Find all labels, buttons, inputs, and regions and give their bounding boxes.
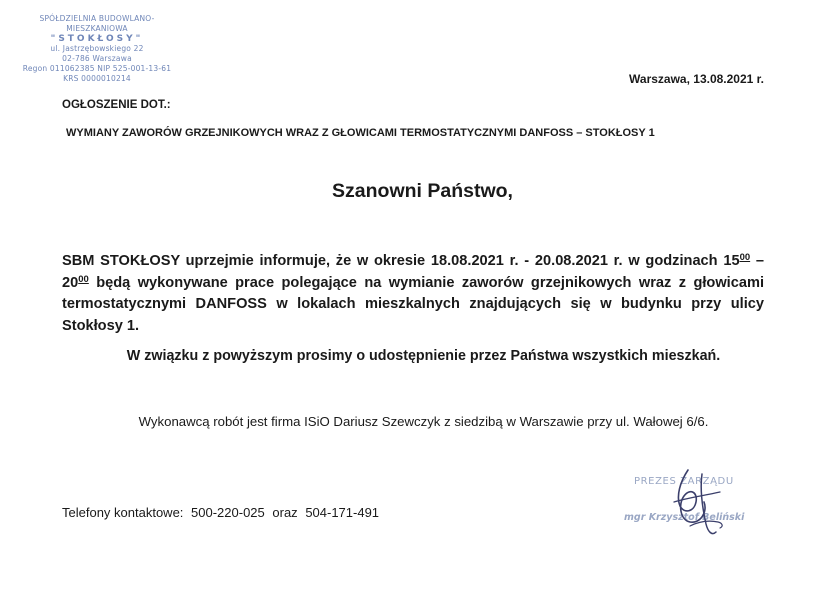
document-date: Warszawa, 13.08.2021 r. xyxy=(629,72,764,86)
start-time-minutes: 00 xyxy=(739,252,751,263)
end-time-minutes: 00 xyxy=(78,273,89,285)
stamp-line-cooperative: SPÓŁDZIELNIA BUDOWLANO-MIESZKANIOWA xyxy=(39,14,155,33)
stamp-line-regon-nip: Regon 011062385 NIP 525-001-13-61 xyxy=(22,64,172,73)
handwritten-signature xyxy=(650,462,740,542)
cooperative-stamp xyxy=(12,14,182,84)
announcement-text-part2: będą wykonywane prace polegające na wymianie zaworów grzejnikowych wraz z głowicami termostatycznymi DANFOSS w lokalach mieszkalnych znajdujących się w budynku przy ulicy Stokłosy 1. xyxy=(62,274,764,334)
announcement-text-part1: SBM STOKŁOSY uprzejmie informuje, że w okresie 18.08.2021 r. - 20.08.2021 r. w godzinach 15 xyxy=(62,253,740,269)
contact-phones xyxy=(62,505,379,520)
notice-label: OGŁOSZENIE DOT.: xyxy=(62,99,171,111)
time-range-dash: – 20 xyxy=(62,253,764,291)
board-stamp-name: mgr Krzysztof Beliński xyxy=(624,512,745,523)
stamp-line-name: "STOKŁOSY" xyxy=(50,34,144,44)
phone-separator: oraz xyxy=(272,505,298,520)
stamp-line-street: ul. Jastrzębowskiego 22 xyxy=(50,44,144,53)
contact-label: Telefony kontaktowe: xyxy=(62,505,184,520)
access-request: W związku z powyższym prosimy o udostępnienie przez Państwa wszystkich mieszkań. xyxy=(126,348,721,364)
greeting: Szanowni Państwo, xyxy=(332,180,513,202)
phone-number-1: 500-220-025 xyxy=(191,505,265,520)
contractor-info: Wykonawcą robót jest firma ISiO Dariusz Szewczyk z siedzibą w Warszawie przy ul. Wałowej 6/6. xyxy=(138,414,709,429)
stamp-line-city: 02-786 Warszawa xyxy=(62,54,132,63)
board-stamp-title: PREZES ZARZĄDU xyxy=(634,476,734,487)
phone-number-2: 504-171-491 xyxy=(305,505,380,520)
announcement-paragraph xyxy=(62,251,764,337)
notice-subject: WYMIANY ZAWORÓW GRZEJNIKOWYCH WRAZ Z GŁOWICAMI TERMOSTATYCZNYMI DANFOSS – STOKŁOSY 1 xyxy=(66,127,655,139)
stamp-line-krs: KRS 0000010214 xyxy=(63,74,131,83)
